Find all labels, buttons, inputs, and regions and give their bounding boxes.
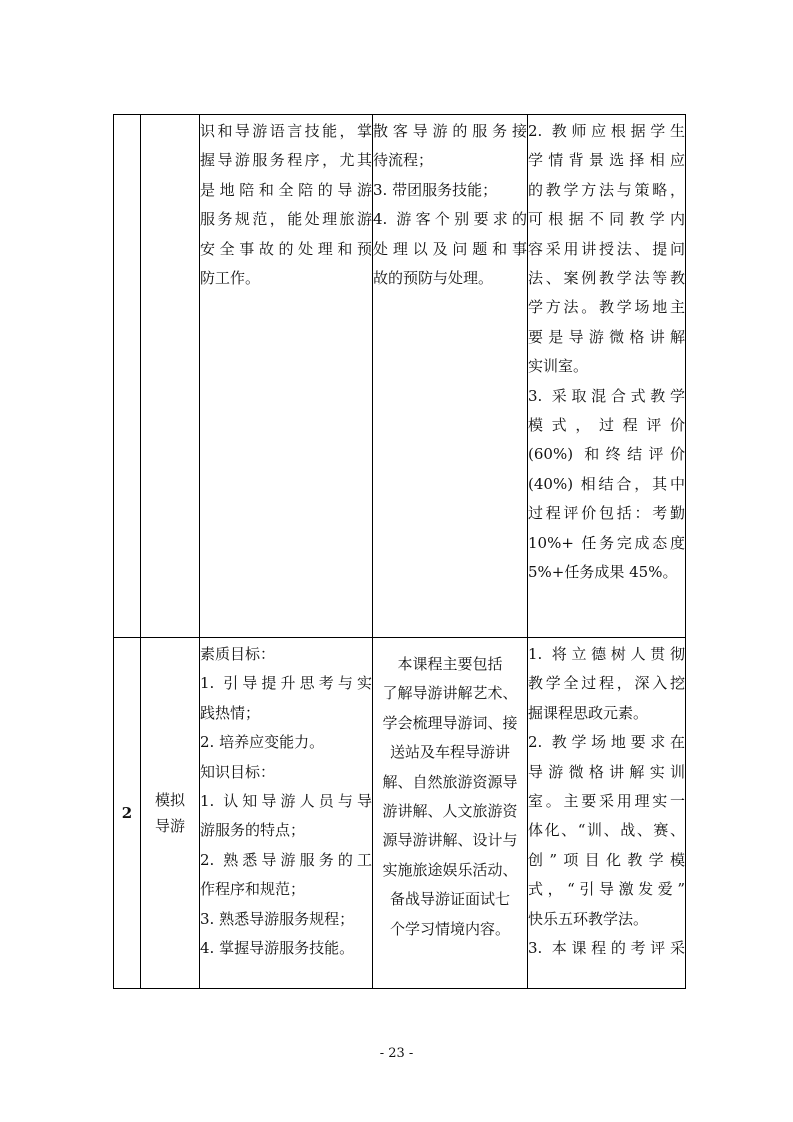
objectives-cell [200,638,373,989]
text-line: 3. 本课程的考评采 [528,939,685,958]
text-line: 学情背景选择相应 [528,151,685,170]
text-line: 处理以及问题和事 [373,239,527,258]
text-line: (40%) 相结合，其中 [528,474,685,493]
text-line: 要是导游微格讲解 [528,327,685,346]
text-line: 室。主要采用理实一 [528,792,685,811]
text-line: 送站及车程导游讲 [389,743,510,762]
text-line: 解、自然旅游资源导 [382,772,518,791]
text-line: 3. 熟悉导游服务规程； [200,909,355,928]
text-line: 安全事故的处理和预 [200,239,372,258]
text-line: 1. 将立德树人贯彻 [528,645,685,663]
text-line: 握导游服务程序，尤其 [200,151,372,170]
text-line: 容采用讲授法、提问 [528,239,685,258]
text-line: 2. 熟悉导游服务的工 [200,850,372,869]
text-line: 快乐五环教学法。 [528,909,649,928]
text-line: 践热情； [200,703,261,722]
course-name [141,115,200,638]
text-line: 式，“引导激发爱” [528,880,685,899]
text-line: 散客导游的服务接 [373,122,527,140]
text-line: 游服务的特点； [200,821,306,840]
text-line: 学方法。教学场地主 [528,298,685,317]
text-line: 法、案例教学法等教 [528,269,685,288]
course-name-line: 导游 [154,817,185,835]
text-line: 4. 掌握导游服务技能。 [200,939,355,958]
text-line: 作程序和规范； [200,880,306,899]
content-cell [373,115,528,638]
text-line: 模式，过程评价 [528,416,685,435]
text-line: 实施旅途娱乐活动、 [382,860,518,879]
text-line: 是地陪和全陪的导游 [200,180,372,199]
text-line: 游讲解、人文旅游资 [382,802,518,821]
text-line: 体化、“训、战、赛、 [528,821,685,840]
text-line: 学会梳理导游词、接 [382,713,518,732]
content-cell [373,638,528,989]
text-line: 掘课程思政元素。 [528,703,649,722]
text-line: 服务规范，能处理旅游 [200,210,372,229]
text-line: 10%+ 任务完成态度 [528,533,685,552]
requirements-cell [528,638,686,989]
row-number [114,115,141,638]
text-line: 5%+任务成果 45%。 [528,563,678,582]
requirements-cell [528,115,686,638]
text-line: 知识目标： [200,762,276,781]
text-line: 2. 培养应变能力。 [200,733,325,752]
text-line: (60%) 和终结评价 [528,445,685,464]
text-line: 故的预防与处理。 [373,269,494,288]
text-line: 导游微格讲解实训 [528,762,685,781]
text-line: 识和导游语言技能，掌 [200,122,372,140]
text-line: 个学习情境内容。 [389,919,510,938]
text-line: 素质目标： [200,645,276,663]
table-row [114,638,686,989]
text-line: 过程评价包括：考勤 [528,504,685,523]
text-line: 实训室。 [528,357,589,376]
text-line: 本课程主要包括 [397,655,503,673]
table-row [114,115,686,638]
text-line: 了解导游讲解艺术、 [382,684,518,703]
objectives-cell [200,115,373,638]
text-line: 2. 教师应根据学生 [528,122,685,140]
text-line: 教学全过程，深入挖 [528,674,685,693]
text-line: 的教学方法与策略， [528,180,685,199]
text-line: 1. 认知导游人员与导 [200,792,372,811]
text-line: 1. 引导提升思考与实 [200,674,372,693]
text-line: 备战导游证面试七 [389,890,510,909]
course-name-line: 模拟 [154,791,185,809]
row-number: 2 [114,638,141,989]
text-line: 3. 采取混合式教学 [528,386,685,405]
page-number: - 23 - [379,1046,414,1061]
text-line: 可根据不同教学内 [528,210,685,229]
text-line: 3. 带团服务技能； [373,180,498,199]
text-line: 待流程； [373,151,434,170]
curriculum-table [113,114,686,989]
text-line: 4. 游客个别要求的 [373,210,527,229]
course-name [141,638,200,989]
text-line: 防工作。 [200,269,261,288]
text-line: 源导游讲解、设计与 [382,831,518,850]
text-line: 2. 教学场地要求在 [528,733,685,752]
text-line: 创”项目化教学模 [528,850,685,869]
